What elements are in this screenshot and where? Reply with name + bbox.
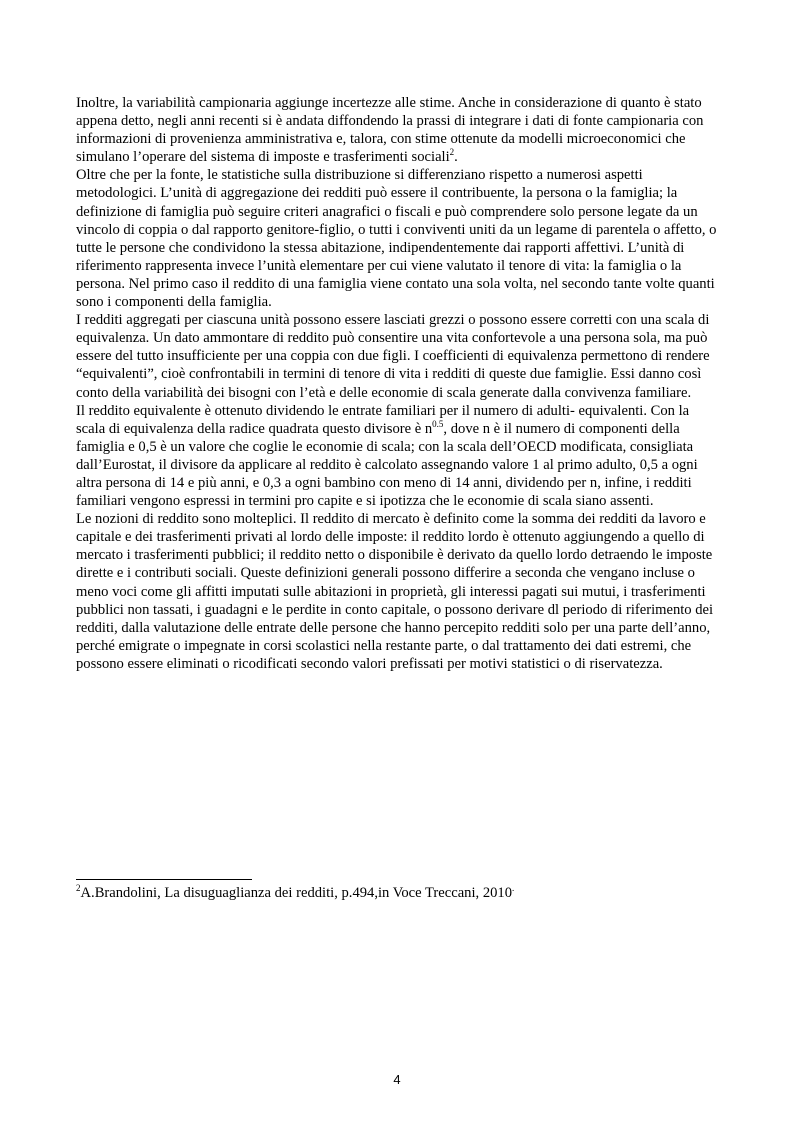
paragraph-3: I redditi aggregati per ciascuna unità possono essere lasciati grezzi o possono essere corretti con una scala di equivalenza. Un dato ammontare di reddito può consentire una vita confortevole a una persona sola, ma può essere del tutto insufficiente per una coppia con due figli. I coefficienti di equivalenza permettono di rendere “equivalenti”, cioè confrontabili in termini di tenore di vita i redditi di queste due famiglie. Essi danno così conto della variabilità dei bisogni con l’età e delle economie di scala generate dalla convivenza familiare. — [76, 312, 710, 401]
footnote-text: A.Brandolini, La disuguaglianza dei redditi, p.494,in Voce Treccani, 2010 — [80, 885, 513, 901]
footnote — [76, 884, 719, 902]
footnote-marker: 2 — [76, 883, 81, 894]
paragraph-1 — [76, 94, 719, 166]
paragraph-2: Oltre che per la fonte, le statistiche sulla distribuzione si differenziano rispetto a numerosi aspetti metodologici. L’unità di aggregazione dei redditi può essere il contribuente, la persona o la famiglia; la definizione di famiglia può seguire criteri anagrafici o fiscali e può comprendere solo persone legate da un vincolo di coppia o dal rapporto genitore-figlio, o tutti i conviventi uniti da un legame di parentela o affetto, o tutte le persone che condividono la stessa abitazione, indipendentemente dai rapporti affettivi. L’unità di riferimento rappresenta invece l’unità elementare per cui viene valutato il tenore di vita: la famiglia o la persona. Nel primo caso il reddito di una famiglia viene contato una sola volta, nel secondo tante volte quanti sono i componenti della famiglia. — [76, 167, 717, 311]
paragraph-5: Le nozioni di reddito sono molteplici. Il reddito di mercato è definito come la somma dei redditi da lavoro e capitale e dei trasferimenti privati al lordo delle imposte: il reddito lordo è ottenuto aggiungendo a quello di mercato i trasferimenti pubblici; il reddito netto o disponibile è derivato da quello lordo detraendo le imposte dirette e i contributi sociali. Queste definizioni generali possono differire a seconda che vengano incluse o meno voci come gli affitti imputati sulle abitazioni in proprietà, gli interessi pagati sui mutui, i trasferimenti pubblici non tassati, i guadagni e le perdite in conto capitale, o possono derivare dl periodo di riferimento dei redditi, dalla valutazione delle entrate delle persone che hanno percepito redditi solo per una parte dell’anno, perché emigrate o impegnate in corsi scolastici nella restante parte, o dal trattamento dei dati estremi, che possono essere eliminati o ricodificati secondo valori prefissati per motivi statistici o di riservatezza. — [76, 511, 714, 672]
page-number: 4 — [393, 1072, 401, 1087]
footnote-reference[interactable]: 2 — [449, 147, 455, 158]
paragraph-1-text: Inoltre, la variabilità campionaria aggiunge incertezze alle stime. Anche in considerazione di quanto è stato appena detto, negli anni recenti si è andata diffondendo la prassi di integrare i dati di fonte campionaria con informazioni di provenienza amministrativa e, talora, con stime ottenute da modelli microeconomici che simulano l’operare del sistema di imposte e trasferimenti sociali — [76, 95, 704, 166]
body-text — [76, 94, 719, 673]
exponent: 0.5 — [432, 418, 444, 429]
paragraph-4 — [76, 402, 719, 511]
footnote-trailing: . — [512, 883, 515, 894]
paragraph-4-text-a: Il reddito equivalente è ottenuto dividendo le entrate familiari per il numero di adulti- equivalenti. Con la scala di equivalenza della radice quadrata questo divisore è n — [76, 402, 690, 437]
paragraph-1-end: . — [454, 149, 458, 166]
paragraph-4-text-b: , dove n è il numero di componenti della famiglia e 0,5 è un valore che coglie le economie di scala; con la scala dell’OECD modificata, consigliata dall’Eurostat, il divisore da applicare al reddito è calcolato assegnando valore 1 al primo adulto, 0,5 a ogni altra persona di 14 e più anni, e 0,3 a ogni bambino con meno di 14 anni, dividendo per n, infine, i redditi familiari vengono espressi in termini pro capite e si ipotizza che le economie di scala siano assenti. — [76, 420, 698, 510]
footnote-separator — [76, 879, 252, 880]
